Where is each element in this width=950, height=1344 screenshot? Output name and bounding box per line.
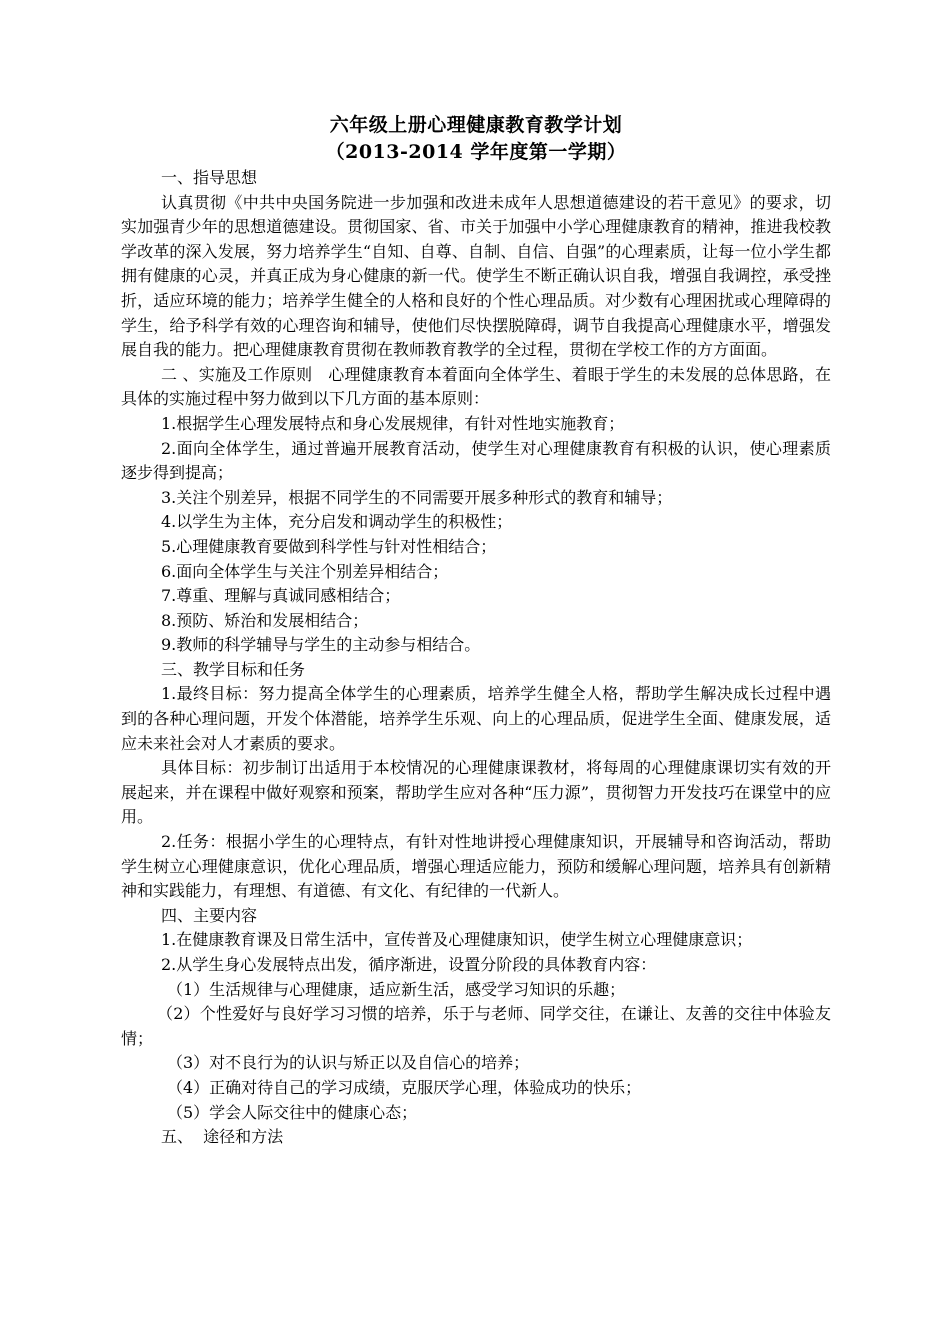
principle-item: 1.根据学生心理发展特点和身心发展规律，有针对性地实施教育； [161,413,625,433]
section-2-paragraph: 二 、实施及工作原则 心理健康教育本着面向全体学生、着眼于学生的未发展的总体思路，在具体的实施过程中努力做到以下几方面的基本原则： [121,364,831,409]
content-sub-item: （1）生活规律与心理健康，适应新生活，感受学习知识的乐趣； [167,979,626,999]
section-1-heading: 一、指导思想 [161,168,258,187]
principle-item: 2.面向全体学生，通过普遍开展教育活动，使学生对心理健康教育有积极的认识，使心理素质逐步得到提高； [121,438,831,483]
specific-goal-paragraph: 具体目标：初步制订出适用于本校情况的心理健康课教材，将每周的心理健康课切实有效的开展起来，并在课程中做好观察和预案，帮助学生应对各种“压力源”，贯彻智力开发技巧在课堂中的应用。 [121,758,831,827]
section-5-heading: 五、 途径和方法 [161,1127,284,1147]
principle-item: 3.关注个别差异，根据不同学生的不同需要开展多种形式的教育和辅导； [161,487,673,507]
principle-item: 8.预防、矫治和发展相结合； [161,610,369,630]
principle-item: 6.面向全体学生与关注个别差异相结合； [161,561,449,581]
document-subtitle: （2013-2014 学年度第一学期） [325,141,627,163]
content-item: 1.在健康教育课及日常生活中，宣传普及心理健康知识，使学生树立心理健康意识； [161,930,753,950]
section-1-paragraph: 认真贯彻《中共中央国务院进一步加强和改进未成年人思想道德建设的若干意见》的要求，切实加强青少年的思想道德建设。贯彻国家、省、市关于加强中小学心理健康教育的精神，推进我校教学改革的深入发展，努力培养学生“自知、自尊、自制、自信、自强”的心理素质，让每一位小学生都拥有健康的心灵，并真正成为身心健康的新一代。使学生不断正确认识自我，增强自我调控，承受挫折，适应环境的能力；培养学生健全的人格和良好的个性心理品质。对少数有心理困扰或心理障碍的学生，给予科学有效的心理咨询和辅导，使他们尽快摆脱障碍，调节自我提高心理健康水平，增强发展自我的能力。把心理健康教育贯彻在教师教育教学的全过程，贯彻在学校工作的方方面面。 [121,192,831,360]
content-sub-item: （3）对不良行为的认识与矫正以及自信心的培养； [167,1053,530,1073]
content-sub-item: （5）学会人际交往中的健康心态； [167,1102,418,1122]
principle-item: 7.尊重、理解与真诚同感相结合； [161,586,401,606]
principle-item: 5.心理健康教育要做到科学性与针对性相结合； [161,536,497,556]
content-sub-item: （4）正确对待自己的学习成绩，克服厌学心理，体验成功的快乐； [167,1077,642,1097]
principle-item: 9.教师的科学辅导与学生的主动参与相结合。 [161,635,481,655]
task-paragraph: 2.任务：根据小学生的心理特点，有针对性地讲授心理健康知识，开展辅导和咨询活动，帮助学生树立心理健康意识，优化心理品质，增强心理适应能力，预防和缓解心理问题，培养具有创新精神和实践能力，有理想、有道德、有文化、有纪律的一代新人。 [121,832,831,901]
document-title: 六年级上册心理健康教育教学计划 [329,114,623,136]
final-goal-paragraph: 1.最终目标：努力提高全体学生的心理素质，培养学生健全人格，帮助学生解决成长过程中遇到的各种心理问题，开发个体潜能，培养学生乐观、向上的心理品质，促进学生全面、健康发展，适应未来社会对人才素质的要求。 [121,684,831,753]
principle-item: 4.以学生为主体，充分启发和调动学生的积极性； [161,512,513,532]
document-page [121,112,831,1150]
content-item: 2.从学生身心发展特点出发，循序渐进，设置分阶段的具体教育内容： [161,955,657,974]
section-3-heading: 三、教学目标和任务 [161,659,306,679]
section-4-heading: 四、主要内容 [161,905,258,925]
content-sub-item: （2）个性爱好与良好学习习惯的培养，乐于与老师、同学交往，在谦让、友善的交往中体验友情； [121,1004,831,1048]
